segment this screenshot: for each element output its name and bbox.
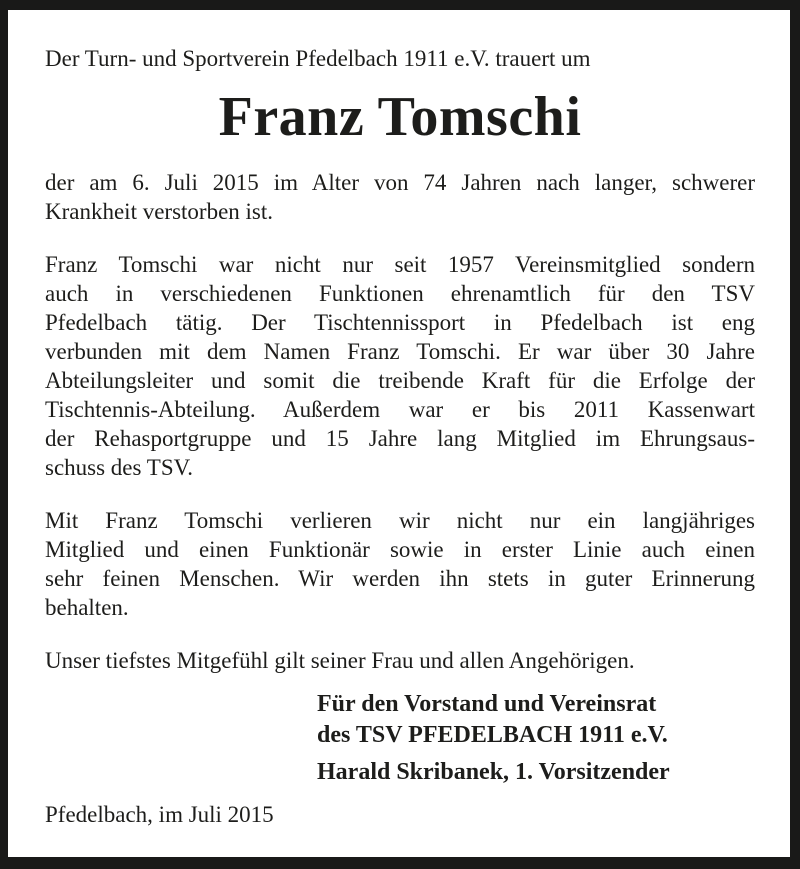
service-history-line: auch in verschiedenen Funktionen ehrenamtlich für den TSV [45,281,755,306]
farewell-line: Mitglied und einen Funktionär sowie in erster Linie auch einen [45,537,755,562]
deceased-name: Franz Tomschi [218,86,582,148]
signature-org-line-1: Für den Vorstand und Vereinsrat [317,691,657,717]
condolence-line: Unser tiefstes Mitgefühl gilt seiner Frau und allen Angehörigen. [45,648,635,673]
place-date-line: Pfedelbach, im Juli 2015 [45,802,274,827]
signature-signer: Harald Skribanek, 1. Vorsitzender [317,759,670,785]
service-history-line: der Rehasportgruppe und 15 Jahre lang Mitglied im Ehrungsaus- [45,426,755,451]
signature-org-line-2: des TSV PFEDELBACH 1911 e.V. [317,722,668,748]
farewell-line: sehr feinen Menschen. Wir werden ihn stets in guter Erinnerung [45,566,755,591]
service-history-line: Pfedelbach tätig. Der Tischtennissport in Pfedelbach ist eng [45,310,755,335]
service-history-line: verbunden mit dem Namen Franz Tomschi. Er war über 30 Jahre [45,339,755,364]
signature-block [317,689,755,788]
service-history-line: Tischtennis-Abteilung. Außerdem war er bis 2011 Kassenwart [45,397,755,422]
service-history-line: Franz Tomschi war nicht nur seit 1957 Vereinsmitglied sondern [45,252,755,277]
service-history-line: schuss des TSV. [45,455,194,480]
farewell-line: Mit Franz Tomschi verlieren wir nicht nur ein langjähriges [45,508,755,533]
death-details-line: Krankheit verstorben ist. [45,199,274,224]
death-details-line: der am 6. Juli 2015 im Alter von 74 Jahren nach langer, schwerer [45,170,755,195]
opening-line: Der Turn- und Sportverein Pfedelbach 1911 e.V. trauert um [45,46,591,71]
death-details-paragraph [45,168,755,226]
obituary-notice [8,10,790,857]
service-history-line: Abteilungsleiter und somit die treibende Kraft für die Erfolge der [45,368,755,393]
farewell-paragraph [45,506,755,622]
farewell-line: behalten. [45,595,129,620]
service-history-paragraph [45,250,755,482]
